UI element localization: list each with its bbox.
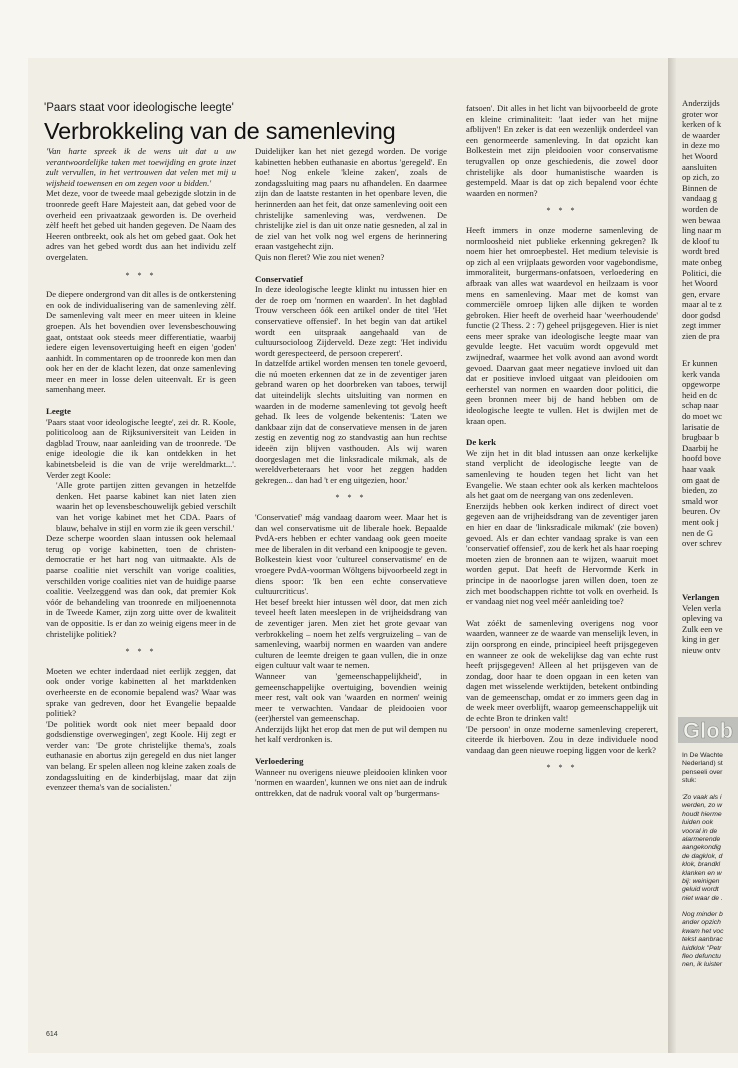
adjacent-line: geluid wordt	[682, 886, 719, 894]
paragraph: 'De persoon' in onze moderne samenleving creperert, citeerde ik hierboven. Zou in deze individuele nood vandaag dan geen nieuwe roeping liggen voor de kerk?	[466, 723, 658, 755]
page-gutter	[668, 58, 676, 1053]
adjacent-column-verlangen	[682, 592, 738, 656]
adjacent-line: ander opzich	[682, 919, 721, 927]
adjacent-line: de waarder	[682, 129, 720, 140]
adjacent-quote	[682, 794, 738, 903]
adjacent-line: Politici, die	[682, 267, 722, 278]
adjacent-line: niet waar de .	[682, 894, 723, 902]
adjacent-line: mate onbeg	[682, 256, 722, 267]
adjacent-line: op zich, zo	[682, 172, 720, 183]
section-divider: * * *	[125, 647, 157, 657]
adjacent-line: wen bewaa	[682, 214, 721, 225]
adjacent-line: werden, zo w	[682, 802, 723, 810]
paragraph: Enerzijds hebben ook kerken indirect of direct voet gegeven aan de vrijheidsdrang van de zeventiger jaren en hier en daar de 'linksradicale mikmak' (zie boven) gevoed. Als er dan echter vandaag sprake is van een 'conservatief offensief', zou de kerk het als haar roeping moeten zien de bronnen aan te wijzen, waaruit moet worden geput. Dat heeft de Hervormde Kerk in principe in de naoorlogse jaren willen doen, toen ze zich met boodschappen richtte tot volk en overheid. Is er vandaag niet nog veel méér aanleiding toe?	[466, 500, 658, 607]
paragraph: Het besef breekt hier intussen wèl door, dat men zich teveel heeft laten meeslepen in de vrijheidsdrang van de zeventiger jaren. Men ziet het grote gevaar van verbrokkeling – noem het zelfs vergruizeling – van de samenleving, waarbij normen en waarden van andere culturen de leemte dreigen te gaan vullen, die in onze eigen cultuur valt waar te nemen.	[255, 596, 447, 671]
paragraph: 'De politiek wordt ook niet meer bepaald door godsdienstige overwegingen', zegt Koole. Hij zegt er verder van: 'De grote christelijke thema's, zoals euthanasie en abortus zijn geregeld en dus niet langer van belang. Er spelen alleen nog kleine zaken zoals de zondagssluiting en de kinderbijslag, maar dat zijn evenzeer thema's van de socialisten.'	[46, 718, 236, 793]
paragraph: Wanneer van 'gemeenschappelijkheid', in gemeenschappelijke overtuiging, bovendien weinig meer rest, valt ook van 'waarden en normen' weinig meer te verwachten. Vandaar de pleidooien voor (eer)herstel van gemeenschap.	[255, 670, 447, 724]
adjacent-line: Velen verla	[682, 602, 721, 613]
adjacent-line: smald wor	[682, 495, 719, 506]
adjacent-line: Daarbij he	[682, 442, 719, 453]
adjacent-line: 'Zo vaak als i	[682, 794, 722, 801]
adjacent-line: om gaat de	[682, 474, 720, 485]
adjacent-line: Er kunnen	[682, 358, 718, 368]
lead-paragraph: 'Van harte spreek ik de wens uit dat u uw verantwoordelijke taken met toewijding en grote inzet zult vervullen, in het vertrouwen dat velen met mij u wijsheid toewensen en om zegen voor u bidden.'	[46, 146, 236, 188]
paragraph: Met deze, voor de tweede maal gebezigde slotzin in de troonrede geeft Hare Majesteit aan, dat gebed voor de overheid een privaatzaak geworden is. De overheid zèlf heeft het gebed uit handen gegeven. De Naam des Heeren ontbreekt, ook als het om gebed gaat. Ook het adres van het gebed wordt dus aan het individu zelf overgelaten.	[46, 188, 236, 262]
adjacent-line: nieuw ontv	[682, 644, 721, 655]
adjacent-line: fleo defunctu	[682, 953, 721, 961]
text-column-3	[466, 103, 658, 973]
paragraph: Quis non fleret? Wie zou niet wenen?	[255, 251, 385, 262]
adjacent-line: king in ger	[682, 634, 720, 645]
spacer	[466, 426, 658, 437]
adjacent-line: kerken of k	[682, 119, 722, 130]
adjacent-line: opgeworpe	[682, 379, 721, 390]
glob-banner	[678, 717, 738, 743]
section-heading: Verloedering	[255, 756, 304, 767]
adjacent-line: Nederland) st	[682, 760, 723, 768]
adjacent-footer-text	[682, 911, 738, 970]
paragraph: fatsoen'. Dit alles in het licht van bijvoorbeeld de grote en kleine criminaliteit: 'laat ieder van het mijne afblijven'! En zeker is dat een wezenlijk onderdeel van een genormeerde samenleving. In dat opzicht kan Bolkestein met zijn pleidooien voor conservatisme terugvallen op onze geschiedenis, die zowel door christelijke als door humanistische waarden is gestempeld. Maar is dat op zich bepalend voor échte waarden en normen?	[466, 103, 658, 198]
adjacent-line: zien de pra	[682, 331, 720, 342]
paragraph: Duidelijker kan het niet gezegd worden. De vorige kabinetten hebben euthanasie en abortus 'geregeld'. En hoe! Nog enkele 'kleine zaken', zoals de zondagssluiting mag paars nu afhandelen. En daarmee zijn dan de laatste restanten in het openbare leven, die herinnerden aan het feit, dat onze samenleving ooit een christelijke samenleving was, verdwenen. De christelijke ziel is dan uit onze natie gesneden, al zal in de ziel van het volk nog wel ergens de herinnering eraan vastgehecht zijn.	[255, 146, 447, 252]
spacer	[255, 745, 447, 756]
paragraph: Moeten we echter inderdaad niet eerlijk zeggen, dat ook onder vorige kabinetten al het marktdenken overheerste en de economie bepalend was? Waar was sprake van gedreven, door het Evangelie bepaalde politiek?	[46, 665, 236, 719]
adjacent-line: ling naar m	[682, 225, 722, 236]
adjacent-line: aangekondig	[682, 844, 721, 852]
adjacent-line: groter wor	[682, 108, 719, 119]
adjacent-line: vooral in de	[682, 827, 718, 835]
section-divider: * * *	[546, 206, 578, 216]
article-headline: Verbrokkeling van de samenleving	[44, 118, 396, 144]
paragraph: Wat zóékt de samenleving overigens nog voor waarden, wanneer ze de waarde van menselijk leven, in zijn oorsprong en einde, principieel heeft prijsgegeven en wanneer ze ook de wekelijkse dag van echte rust heeft prijsgegeven! Alleen al het prijsgeven van de zondag, door haar te doen opgaan in een keten van dagen met wisselende werktijden, betekent ontbinding van de gemeenschap, omdat er zo immers geen dag in de week meer overblijft, waarop gemeenschappelijk uit de echte Bron te drinken valt!	[466, 617, 658, 724]
adjacent-line: houdt hierme	[682, 810, 722, 818]
adjacent-line: luidklok "Petr	[682, 944, 722, 952]
section-heading: De kerk	[466, 437, 497, 448]
adjacent-line: heid en dc	[682, 389, 718, 400]
spacer	[255, 263, 447, 274]
section-divider: * * *	[546, 763, 578, 773]
adjacent-line: over schrev	[682, 538, 722, 549]
adjacent-line: wordt bred	[682, 246, 720, 257]
adjacent-line: in deze mo	[682, 140, 720, 151]
section-divider: * * *	[125, 270, 157, 280]
adjacent-line: klanken en w	[682, 869, 722, 877]
paragraph: We zijn het in dit blad intussen aan onze kerkelijke stand verplicht de ideologische leegte van de samenleving te houden tegen het licht van het Evangelie. We staan echter ook als kerken machteloos als het gaat om de neergang van ons zedenleven.	[466, 447, 658, 501]
page-number: 614	[46, 1031, 58, 1038]
adjacent-line: maar al te z	[682, 299, 722, 310]
adjacent-line: bieden, zo	[682, 485, 718, 496]
section-heading: Conservatief	[255, 273, 303, 284]
adjacent-line: bij: weinigen	[682, 878, 720, 886]
adjacent-line: larisatie de	[682, 421, 720, 432]
adjacent-line: do moet wc	[682, 410, 723, 421]
paragraph: In deze ideologische leegte klinkt nu intussen hier en der de roep om 'normen en waarden'. In het dagblad Trouw verscheen óók een artikel onder de titel 'Het conservatieve offensief'. In het begin van dat artikel wordt een uitspraak aangehaald van de cultuursocioloog Zijderveld. Deze zegt: 'Het individu wordt gerespecteerd, de persoon creperert'.	[255, 284, 447, 358]
adjacent-line: schap naar	[682, 400, 719, 411]
adjacent-line: tekst aanbrac	[682, 936, 723, 944]
adjacent-line: de dagklok, d	[682, 852, 723, 860]
adjacent-line: luiden ook	[682, 819, 713, 827]
adjacent-line: zegt immer	[682, 320, 721, 331]
adjacent-line: nen de G	[682, 527, 714, 538]
paragraph: Heeft immers in onze moderne samenleving de normloosheid niet publieke erkenning gekregen? Ik noem hier het omroepbestel. Het medium televisie is op zich al een vrijplaats geworden voor vagebondisme, immoraliteit, burgermans-onfatsoen, verloedering en afbraak van alles wat waardevol en heilzaam is voor mens en samenleving. Maar met de komst van commerciële omroep lijken alle dijken te worden gebroken. Hier heeft de overheid haar 'weerhoudende' functie (2 Thess. 2 : 7) geheel prijsgegeven. Hier is niet eens meer sprake van ideologische leegte maar van gevulde leegte. Het vacuüm wordt opgevuld met zwijnedraf, waarmee het volk avond aan avond wordt gevoed. Daarvan gaat meer negatieve invloed uit dan dat er positieve invloed uitgaat van pleidooien om eerherstel van normen en waarden door politici, die geen bronnen meer bij de hand hebben om de ideologische leegte te vullen. Het is dwijlen met de kraan open.	[466, 224, 658, 426]
adjacent-line: penseeli over	[682, 768, 723, 776]
adjacent-line: Zulk een ve	[682, 623, 723, 634]
text-column-1	[46, 146, 236, 1016]
adjacent-line: In De Wachte	[682, 752, 723, 759]
adjacent-line: Binnen de	[682, 182, 718, 193]
adjacent-line: klok, brandkl	[682, 861, 721, 869]
adjacent-line: aansluiten	[682, 161, 717, 172]
adjacent-line: Nog minder b	[682, 911, 723, 918]
adjacent-line: hoofd bove	[682, 453, 721, 464]
adjacent-line: door godsd	[682, 309, 721, 320]
adjacent-line: beuren. Ov	[682, 506, 721, 517]
adjacent-line: nen, ik luister	[682, 961, 723, 969]
adjacent-line: de kloof tu	[682, 235, 720, 246]
paragraph: Deze scherpe woorden slaan intussen ook helemaal terug op vorige kabinetten, toen de christen-democratie er het hart nog van uitmaakte. Als de paarse coalitie niet verschilt van vorige coalities, verschilden vorige coalities niet van de huidige paarse coalitie. Veelzeggend was dan ook, dat premier Kok vóór de behandeling van troonrede en miljoenennota in de Tweede Kamer, zijn zorg uitte over de kwaliteit van de oppositie. Is er dan zo weinig eigens meer in de christelijke politiek?	[46, 533, 236, 639]
adjacent-line: alarmerende	[682, 836, 721, 844]
adjacent-line: opleving va	[682, 613, 723, 624]
spacer	[466, 607, 658, 618]
block-quote: 'Alle grote partijen zitten gevangen in hetzelfde denken. Het paarse kabinet kan niet laten zien waarin het op levensbeschouwelijk gebied verschilt van het vorige kabinet met het CDA. Paars of blauw, behalve in stijl en vorm zie ik geen verschil.'	[56, 480, 236, 533]
paragraph: Wanneer nu overigens nieuwe pleidooien klinken voor 'normen en waarden', kunnen we ons niet aan de indruk onttrekken, dat de nadruk vooral valt op 'burgermans-	[255, 766, 447, 798]
paragraph: Anderzijds lijkt het erop dat men de put wil dempen nu het kalf verdronken is.	[255, 723, 447, 745]
spacer	[46, 395, 236, 406]
adjacent-line: worden de	[682, 203, 719, 214]
article-kicker: 'Paars staat voor ideologische leegte'	[44, 102, 234, 114]
adjacent-line: vandaag g	[682, 193, 718, 204]
adjacent-line: kerk vanda	[682, 368, 720, 379]
adjacent-line: gen, ervare	[682, 288, 721, 299]
text-column-2	[255, 146, 447, 1016]
adjacent-line: het Woord	[682, 150, 718, 161]
adjacent-line: stuk:	[682, 777, 697, 785]
adjacent-line: het Woord	[682, 278, 718, 289]
adjacent-line: Anderzijds	[682, 98, 720, 108]
adjacent-subheading: Verlangen	[682, 592, 720, 602]
paragraph: De diepere ondergrond van dit alles is de ontkerstening en ook de individualisering van de samenleving zèlf. De samenleving valt meer en meer uiteen in kleine groepen. Als het bovendien over levensbeschouwing gaat, ontstaat ook steeds meer differentiatie, waarbij iedere eigen levensovertuiging heeft en eigen 'goden' aanhidt. In commentaren op de troonrede kon men dan ook her en der de klacht lezen, dat onze samenleving meer en meer in losse delen uiteenvalt. Er is geen samenhang meer.	[46, 289, 236, 395]
section-divider: * * *	[335, 493, 367, 503]
adjacent-line: kwam het voc	[682, 927, 724, 935]
adjacent-column-middle	[682, 358, 738, 549]
paragraph: 'Paars staat voor ideologische leegte', zei dr. R. Koole, politicoloog aan de Rijksuniversiteit van Leiden in dagblad Trouw, naar aanleiding van de troonrede. 'De enige ideologie die ik kan ontdekken in het kabinetsbeleid is die van de vrije wereldmarkt...'. Verder zegt Koole:	[46, 416, 236, 480]
adjacent-intro	[682, 752, 738, 786]
adjacent-line: haar vaak	[682, 463, 716, 474]
adjacent-column-top	[682, 98, 738, 342]
adjacent-line: brugbaar b	[682, 432, 719, 443]
glob-banner-text: Glob	[683, 718, 734, 743]
adjacent-line: ment ook j	[682, 516, 719, 527]
section-heading: Leegte	[46, 406, 71, 417]
paragraph: In datzelfde artikel worden mensen ten tonele gevoerd, die nú moeten erkennen dat ze in de zeventiger jaren gebrand waren op het doorbreken van taboes, terwijl dat uiteindelijk slechts uitsluiting van normen en waarden in de moderne samenleving tot gevolg heeft gehad. Ik lees de volgende bekentenis: 'Laten we dankbaar zijn dat de conservatieve mensen in de jaren zestig en zeventig nog zo standvastig aan hun rechtse ideeën zijn blijven vasthouden. Als wij waren doorgeslagen met die linksradicale mikmak, als de wereldverbeteraars het voor het zeggen hadden gekregen... dan had 't er eng uitgezien, hoor.'	[255, 358, 447, 485]
paragraph: 'Conservatief' mág vandaag daarom weer. Maar het is dan wel conservatisme uit de liberale hoek. Bepaalde PvdA-ers hebben er echter vandaag ook geen moeite mee de liberalen in dit verband een knipoogje te geven. Bolkestein kiest voor 'cultureel conservatisme' en de vroegere PvdA-voorman Wöltgens bijvoorbeeld zegt in diens spoor: 'Ik ben een echte conservatieve cultuurcriticus'.	[255, 512, 447, 597]
